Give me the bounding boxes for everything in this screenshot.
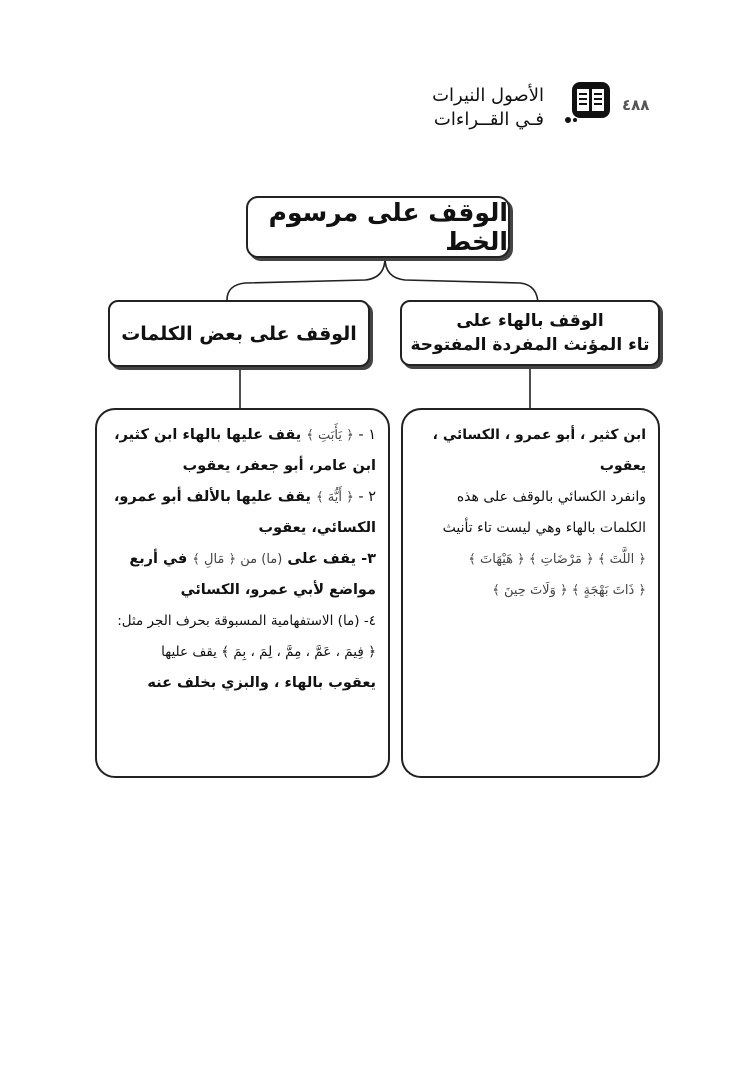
left-branch-node <box>108 300 370 367</box>
list-item-line: وانفرد الكسائي بالوقف على هذه <box>456 489 646 505</box>
page-number: ٤٨٨ <box>622 96 650 114</box>
list-item-line: ﴿ ذَاتَ بَهْجَةٍ ﴾ ﴿ وَلَاتَ حِينَ ﴾ <box>492 583 646 598</box>
right-branch-title-line1: الوقف بالهاء على <box>456 311 604 331</box>
list-item-line: الكلمات بالهاء وهي ليست تاء تأنيث <box>442 520 646 536</box>
list-item-line: ﴿ اللَّتَ ﴾ ﴿ مَرْضَاتِ ﴾ ﴿ هَيْهَاتَ ﴾ <box>468 552 646 567</box>
list-item-line: مواضع لأبي عمرو، الكسائي <box>180 582 376 598</box>
list-item: ٣- يقف على (ما) من ﴿ مَالِ ﴾ في أربع <box>129 551 376 567</box>
root-node <box>246 196 510 258</box>
list-item: ١ - ﴿ يَأَبَتِ ﴾ يقف عليها بالهاء ابن كثير، <box>114 427 376 443</box>
list-item-line: يعقوب بالهاء ، والبزي بخلف عنه <box>147 675 376 691</box>
right-branch-content <box>401 408 660 778</box>
list-item: ٤- (ما) الاستفهامية المسبوقة بحرف الجر مثل: <box>117 613 376 629</box>
list-item-line: ﴿ فِيمَ ، عَمَّ ، مِمَّ ، لِمَ ، بِمَ ﴾ يقف عليها <box>161 644 376 660</box>
root-node-label: الوقف على مرسوم الخط <box>268 198 508 256</box>
list-item-line: ابن عامر، أبو جعفر، يعقوب <box>182 458 376 474</box>
list-item-line: ابن كثير ، أبو عمرو ، الكسائي ، <box>432 427 646 443</box>
list-item-line: الكسائي، يعقوب <box>258 520 376 536</box>
book-title-line2: فـي القــراءات <box>433 109 544 130</box>
right-branch-node <box>400 300 660 366</box>
left-branch-title: الوقف على بعض الكلمات <box>121 322 357 345</box>
list-item: ٢ - ﴿ أَيُّهَ ﴾ يقف عليها بالألف أبو عمرو، <box>113 489 376 505</box>
left-branch-content <box>95 408 390 778</box>
book-title-line1: الأصول النيرات <box>432 85 544 106</box>
list-item-line: يعقوب <box>599 458 646 474</box>
right-branch-title-line2: تاء المؤنث المفردة المفتوحة <box>410 335 650 355</box>
